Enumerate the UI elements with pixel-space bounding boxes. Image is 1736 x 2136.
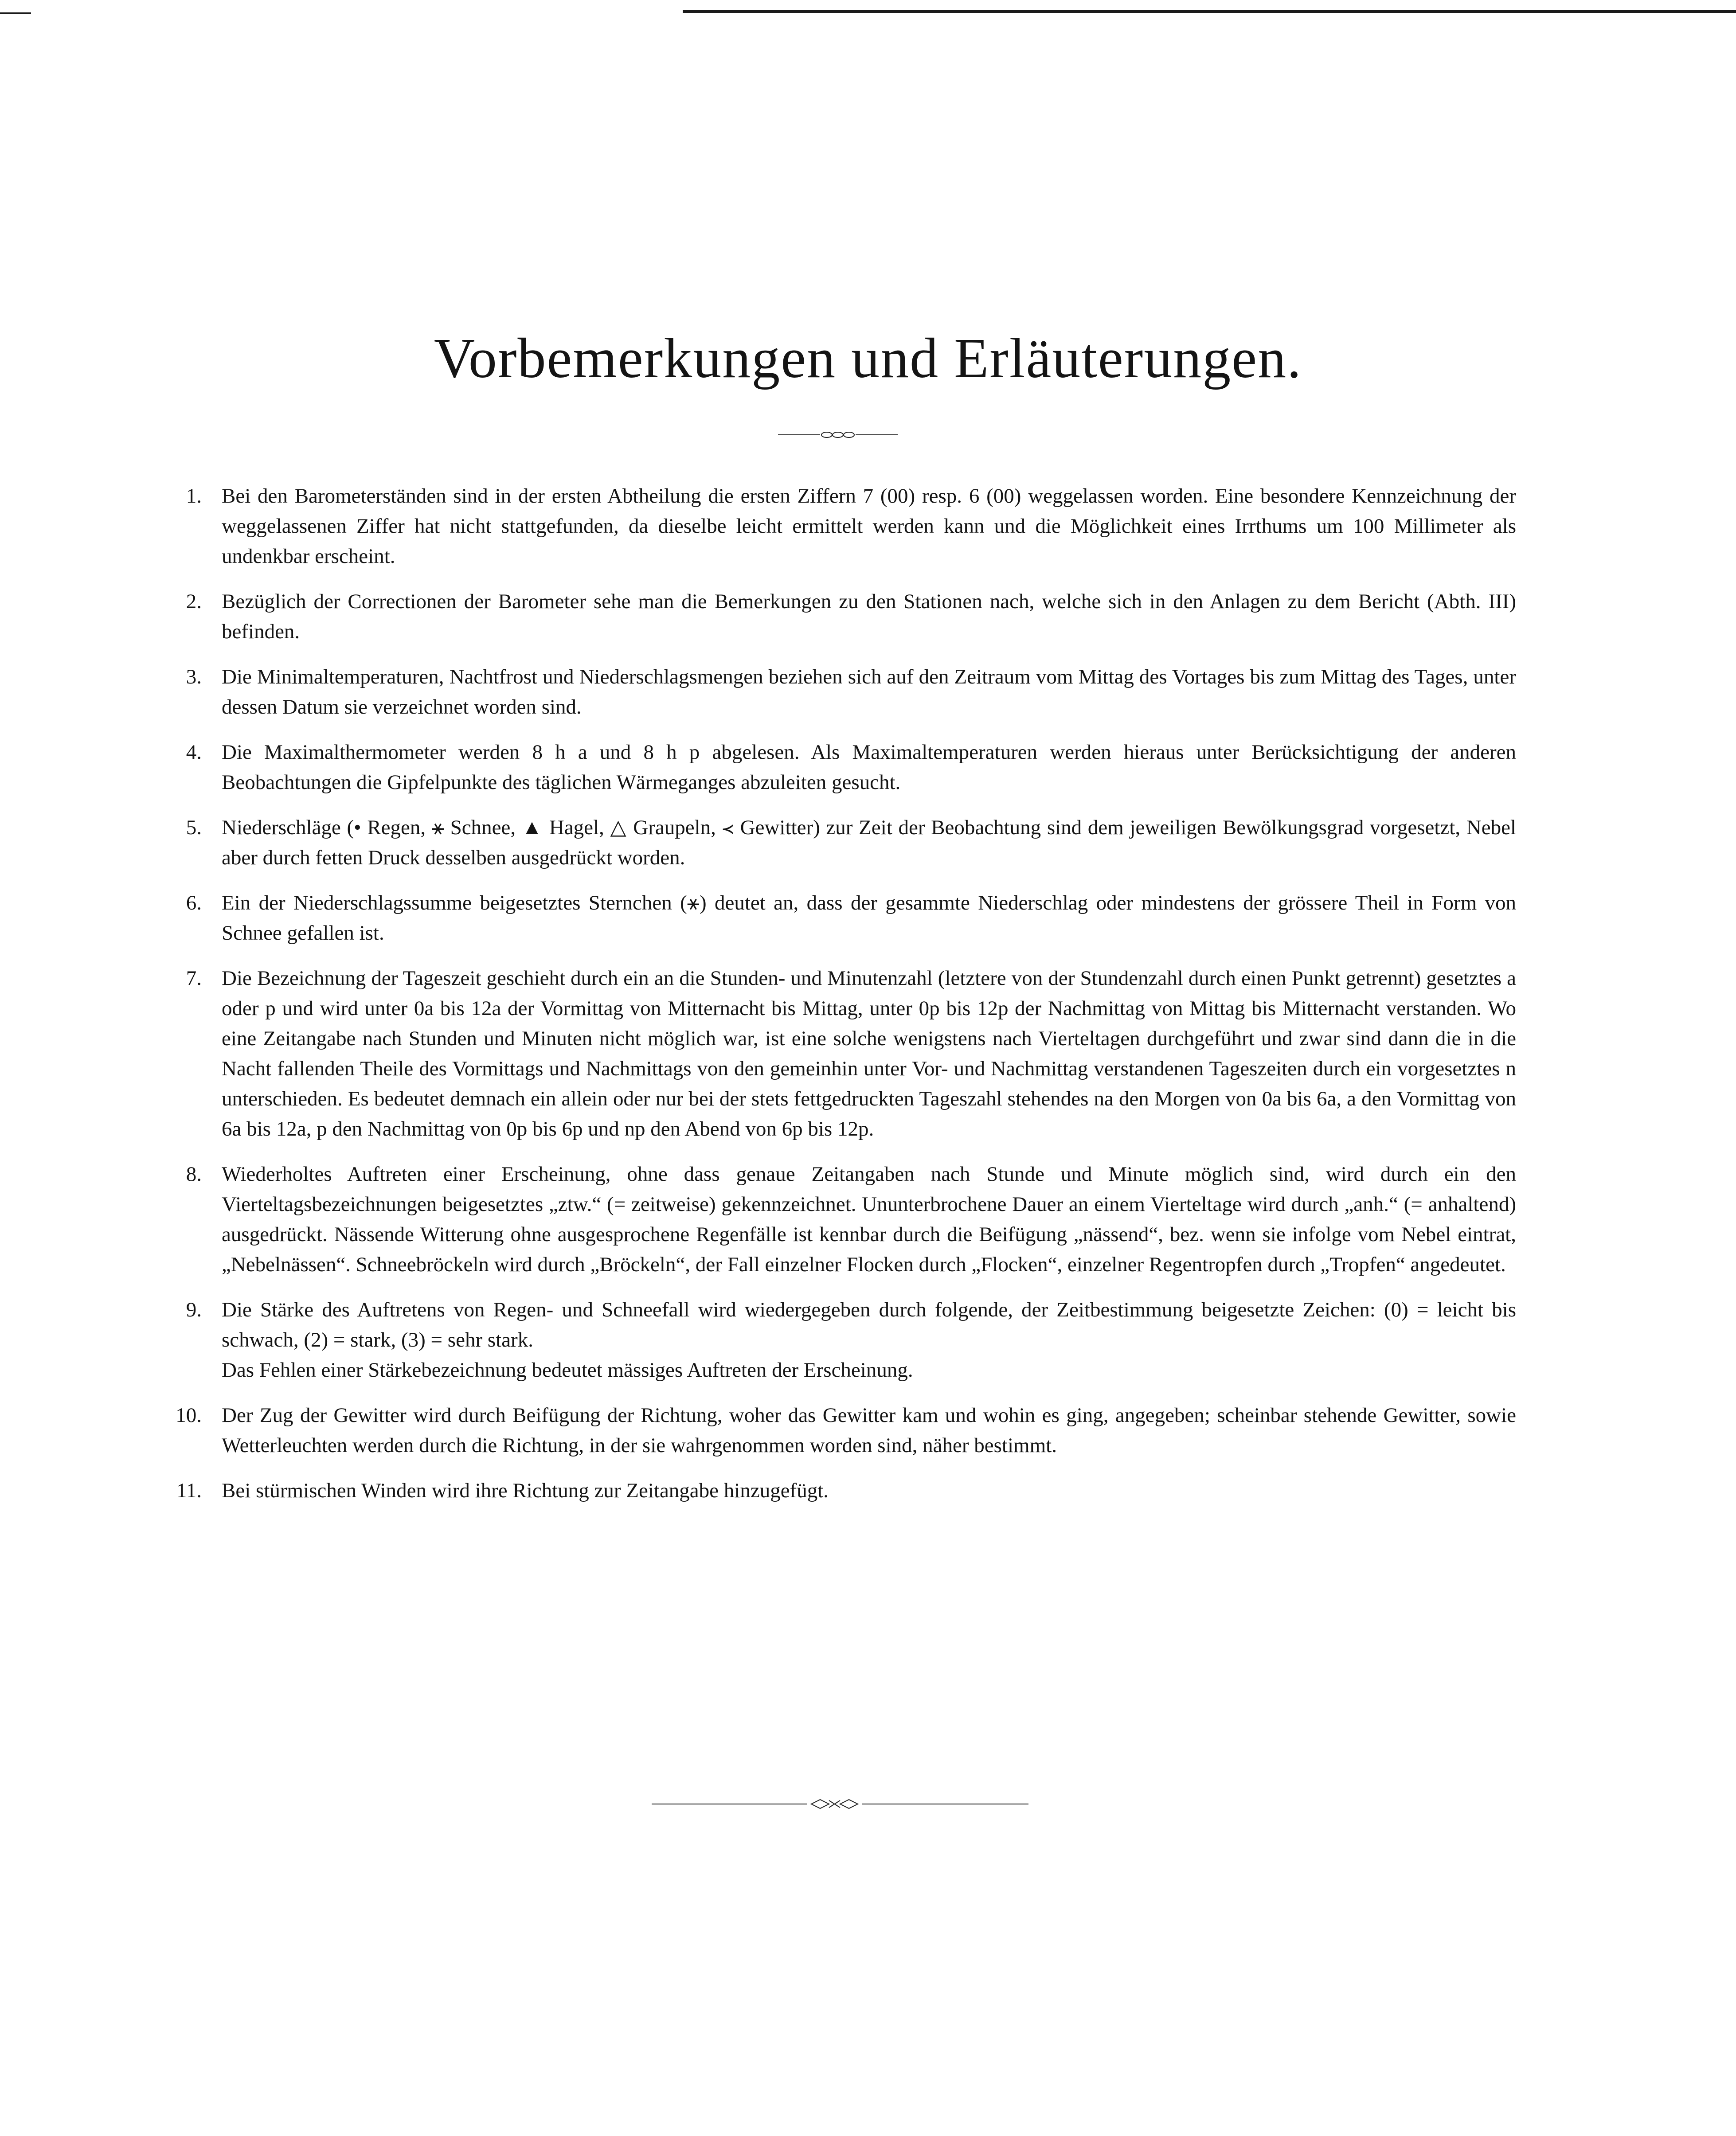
item-number: 7. <box>186 967 202 990</box>
list-item <box>164 1295 1516 1385</box>
item-number: 4. <box>186 741 202 764</box>
item-text: Niederschläge (• Regen, ⚹ Schnee, ▲ Hagel, △ Graupeln, ≺ Gewitter) zur Zeit der Beobachtung sind dem jeweiligen Bewölkungsgrad vorgesetzt, Nebel aber durch fetten Druck desselben ausgedrückt worden. <box>222 816 1516 869</box>
title-ornament <box>778 428 898 441</box>
item-text: Ein der Niederschlagssumme beigesetztes Sternchen (⚹) deutet an, dass der gesammte Niederschlag oder mindestens der grössere Theil in Form von Schnee gefallen ist. <box>222 891 1516 945</box>
page-title: Vorbemerkungen und Erläuterungen. <box>434 327 1302 390</box>
item-number: 10. <box>176 1404 202 1427</box>
item-text: Der Zug der Gewitter wird durch Beifügung der Richtung, woher das Gewitter kam und wohin es ging, angegeben; scheinbar stehende Gewitter, sowie Wetterleuchten werden durch die Richtung, in der sie wahrgenommen worden sind, näher bestimmt. <box>222 1404 1516 1457</box>
item-number: 3. <box>186 665 202 688</box>
item-text: Die Maximalthermometer werden 8 h a und 8 h p abgelesen. Als Maximaltemperaturen werden hieraus unter Berücksichtigung der anderen Beobachtungen die Gipfelpunkte des täglichen Wärmeganges abzuleiten gesucht. <box>222 741 1516 794</box>
top-border-rule <box>683 10 1736 13</box>
item-number: 9. <box>186 1298 202 1321</box>
closing-ornament <box>652 1795 1028 1813</box>
list-item <box>164 737 1516 797</box>
list-item <box>164 481 1516 571</box>
top-left-rule <box>0 12 31 14</box>
explanation-list <box>164 481 1516 1521</box>
item-text: Bezüglich der Correctionen der Barometer sehe man die Bemerkungen zu den Stationen nach, welche sich in den Anlagen zu dem Bericht (Abth. III) befinden. <box>222 590 1516 643</box>
item-text: Die Minimaltemperaturen, Nachtfrost und Niederschlagsmengen beziehen sich auf den Zeitraum vom Mittag des Vortages bis zum Mittag des Tages, unter dessen Datum sie verzeichnet worden sind. <box>222 665 1516 719</box>
item-number: 11. <box>176 1479 202 1502</box>
item-number: 6. <box>186 891 202 914</box>
item-number: 8. <box>186 1163 202 1186</box>
item-text: Die Stärke des Auftretens von Regen- und Schneefall wird wiedergegeben durch folgende, der Zeitbestimmung beigesetzte Zeichen: (0) = leicht bis schwach, (2) = stark, (3) = sehr stark. <box>222 1298 1516 1351</box>
list-item <box>164 963 1516 1144</box>
item-number: 1. <box>186 484 202 508</box>
item-text: Wiederholtes Auftreten einer Erscheinung, ohne dass genaue Zeitangaben nach Stunde und Minute möglich sind, wird durch ein den Vierteltagsbezeichnungen beigesetztes „ztw.“ (= zeitweise) gekennzeichnet. Ununterbrochene Dauer an einem Vierteltage wird durch „anh.“ (= anhaltend) ausgedrückt. Nässende Witterung ohne ausgesprochene Regenfälle ist kennbar durch die Beifügung „nässend“, bez. wenn sie infolge vom Nebel eintrat, „Nebelnässen“. Schneebröckeln wird durch „Bröckeln“, der Fall einzelner Flocken durch „Flocken“, einzelner Regentropfen durch „Tropfen“ angedeutet. <box>222 1163 1516 1276</box>
list-item <box>164 812 1516 873</box>
item-text: Bei den Barometerständen sind in der ersten Abtheilung die ersten Ziffern 7 (00) resp. 6 (00) weggelassen worden. Eine besondere Kennzeichnung der weggelassenen Ziffer hat nicht stattgefunden, da dieselbe leicht ermittelt werden kann und die Möglichkeit eines Irrthums um 100 Millimeter als undenkbar erscheint. <box>222 484 1516 568</box>
list-item <box>164 1159 1516 1280</box>
list-item <box>164 586 1516 647</box>
item-number: 2. <box>186 590 202 613</box>
item-text: Die Bezeichnung der Tageszeit geschieht durch ein an die Stunden- und Minutenzahl (letztere von der Stundenzahl durch einen Punkt getrennt) gesetztes a oder p und wird unter 0a bis 12a der Vormittag von Mitternacht bis Mittag, unter 0p bis 12p der Nachmittag von Mittag bis Mitternacht verstanden. Wo eine Zeitangabe nach Stunden und Minuten nicht möglich war, ist eine solche wenigstens nach Vierteltagen durchgeführt und zwar sind dann die in die Nacht fallenden Theile des Vormittags und Nachmittags von den gemeinhin unter Vor- und Nachmittag verstandenen Tageszeiten durch ein vorgesetztes n unterschieden. Es bedeutet demnach ein allein oder nur bei der stets fettgedruckten Tageszahl stehendes na den Morgen von 0a bis 6a, a den Vormittag von 6a bis 12a, p den Nachmittag von 0p bis 6p und np den Abend von 6p bis 12p. <box>222 967 1516 1140</box>
item-text-continuation: Das Fehlen einer Stärkebezeichnung bedeutet mässiges Auftreten der Erscheinung. <box>222 1359 913 1382</box>
list-item <box>164 1400 1516 1460</box>
item-number: 5. <box>186 816 202 839</box>
item-text: Bei stürmischen Winden wird ihre Richtung zur Zeitangabe hinzugefügt. <box>222 1479 829 1502</box>
list-item <box>164 1476 1516 1506</box>
list-item <box>164 888 1516 948</box>
list-item <box>164 662 1516 722</box>
